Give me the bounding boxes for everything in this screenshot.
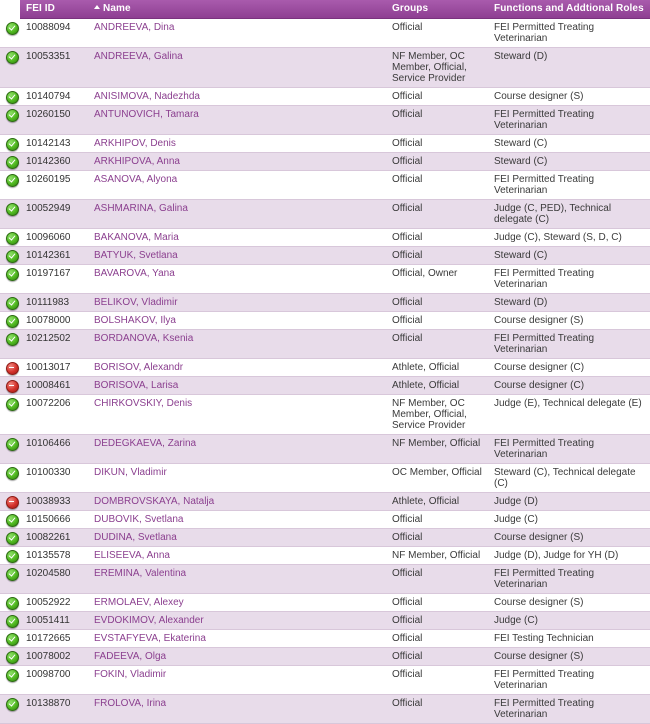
cell-groups: Official: [386, 170, 488, 199]
cell-functions: Course designer (S): [488, 311, 650, 329]
cell-groups: Official: [386, 647, 488, 665]
table-body: [0, 18, 650, 723]
cell-status: [0, 358, 20, 376]
green-check-status-icon: [6, 268, 19, 281]
person-name-link[interactable]: ASANOVA, Alyona: [94, 173, 178, 185]
column-header-functions[interactable]: [488, 0, 650, 18]
cell-status: [0, 492, 20, 510]
green-check-status-icon: [6, 22, 19, 35]
table-row[interactable]: [0, 134, 650, 152]
person-name-link[interactable]: ERMOLAEV, Alexey: [94, 596, 184, 608]
cell-status: [0, 463, 20, 492]
cell-groups: Official: [386, 246, 488, 264]
cell-name: [88, 434, 386, 463]
cell-groups: Official, Owner: [386, 264, 488, 293]
cell-fei-id: 10078000: [20, 311, 88, 329]
person-name-link[interactable]: EVDOKIMOV, Alexander: [94, 614, 204, 626]
table-row[interactable]: [0, 311, 650, 329]
column-header-fei-id[interactable]: [20, 0, 88, 18]
person-name-link[interactable]: DUDINA, Svetlana: [94, 531, 177, 543]
cell-name: [88, 593, 386, 611]
cell-status: [0, 376, 20, 394]
cell-groups: Official: [386, 152, 488, 170]
green-check-status-icon: [6, 398, 19, 411]
cell-groups: NF Member, OC Member, Official, Service Provider: [386, 47, 488, 87]
table-row[interactable]: [0, 647, 650, 665]
cell-groups: Official: [386, 329, 488, 358]
cell-groups: Official: [386, 105, 488, 134]
cell-name: [88, 394, 386, 434]
cell-functions: Steward (C): [488, 152, 650, 170]
cell-functions: Steward (C), Technical delegate (C): [488, 463, 650, 492]
cell-fei-id: 10100330: [20, 463, 88, 492]
cell-status: [0, 228, 20, 246]
table-row[interactable]: [0, 358, 650, 376]
table-header: [0, 0, 650, 18]
cell-name: [88, 246, 386, 264]
cell-fei-id: 10052949: [20, 199, 88, 228]
table-row[interactable]: [0, 593, 650, 611]
cell-fei-id: 10072206: [20, 394, 88, 434]
table-row[interactable]: [0, 463, 650, 492]
column-header-fei-id-label: FEI ID: [26, 2, 55, 14]
green-check-status-icon: [6, 315, 19, 328]
cell-status: [0, 665, 20, 694]
cell-fei-id: 10138870: [20, 694, 88, 723]
cell-fei-id: 10013017: [20, 358, 88, 376]
cell-status: [0, 152, 20, 170]
cell-name: [88, 647, 386, 665]
green-check-status-icon: [6, 550, 19, 563]
cell-status: [0, 199, 20, 228]
cell-fei-id: 10082261: [20, 528, 88, 546]
cell-status: [0, 546, 20, 564]
cell-name: [88, 293, 386, 311]
cell-functions: FEI Permitted Treating Veterinarian: [488, 18, 650, 47]
person-name-link[interactable]: DIKUN, Vladimir: [94, 466, 167, 478]
cell-groups: Official: [386, 134, 488, 152]
cell-groups: NF Member, Official: [386, 546, 488, 564]
table-row[interactable]: [0, 394, 650, 434]
table-row[interactable]: [0, 492, 650, 510]
cell-name: [88, 134, 386, 152]
cell-groups: Official: [386, 199, 488, 228]
cell-name: [88, 546, 386, 564]
cell-groups: Official: [386, 228, 488, 246]
cell-fei-id: 10053351: [20, 47, 88, 87]
cell-functions: Judge (D), Judge for YH (D): [488, 546, 650, 564]
column-header-name[interactable]: [88, 0, 386, 18]
cell-status: [0, 87, 20, 105]
cell-functions: FEI Permitted Treating Veterinarian: [488, 105, 650, 134]
cell-name: [88, 264, 386, 293]
person-name-link[interactable]: BELIKOV, Vladimir: [94, 296, 178, 308]
table-row[interactable]: [0, 246, 650, 264]
cell-fei-id: 10204580: [20, 564, 88, 593]
cell-fei-id: 10098700: [20, 665, 88, 694]
green-check-status-icon: [6, 568, 19, 581]
cell-groups: Official: [386, 311, 488, 329]
green-check-status-icon: [6, 633, 19, 646]
cell-name: [88, 564, 386, 593]
person-name-link[interactable]: ANISIMOVA, Nadezhda: [94, 90, 200, 102]
cell-name: [88, 492, 386, 510]
cell-name: [88, 105, 386, 134]
table-row[interactable]: [0, 47, 650, 87]
cell-status: [0, 593, 20, 611]
cell-fei-id: 10172665: [20, 629, 88, 647]
cell-fei-id: 10142360: [20, 152, 88, 170]
red-minus-status-icon: [6, 362, 19, 375]
table-row[interactable]: [0, 105, 650, 134]
cell-fei-id: 10096060: [20, 228, 88, 246]
person-name-link[interactable]: BORDANOVA, Ksenia: [94, 332, 194, 344]
cell-functions: Judge (E), Technical delegate (E): [488, 394, 650, 434]
person-name-link[interactable]: DOMBROVSKAYA, Natalja: [94, 495, 215, 507]
cell-fei-id: 10038933: [20, 492, 88, 510]
cell-functions: Steward (D): [488, 47, 650, 87]
green-check-status-icon: [6, 91, 19, 104]
table-row[interactable]: [0, 152, 650, 170]
green-check-status-icon: [6, 250, 19, 263]
table-row[interactable]: [0, 199, 650, 228]
green-check-status-icon: [6, 615, 19, 628]
cell-status: [0, 611, 20, 629]
cell-fei-id: 10078002: [20, 647, 88, 665]
cell-groups: Official: [386, 694, 488, 723]
green-check-status-icon: [6, 651, 19, 664]
cell-functions: Judge (C), Steward (S, D, C): [488, 228, 650, 246]
cell-fei-id: 10212502: [20, 329, 88, 358]
cell-functions: Steward (C): [488, 134, 650, 152]
cell-name: [88, 694, 386, 723]
person-name-link[interactable]: FOKIN, Vladimir: [94, 668, 167, 680]
table-row[interactable]: [0, 694, 650, 723]
cell-functions: FEI Permitted Treating Veterinarian: [488, 170, 650, 199]
person-name-link[interactable]: EREMINA, Valentina: [94, 567, 187, 579]
green-check-status-icon: [6, 297, 19, 310]
cell-status: [0, 134, 20, 152]
cell-status: [0, 105, 20, 134]
cell-fei-id: 10260195: [20, 170, 88, 199]
cell-name: [88, 152, 386, 170]
green-check-status-icon: [6, 156, 19, 169]
cell-status: [0, 528, 20, 546]
cell-groups: OC Member, Official: [386, 463, 488, 492]
person-name-link[interactable]: BAVAROVA, Yana: [94, 267, 175, 279]
person-name-link[interactable]: BAKANOVA, Maria: [94, 231, 179, 243]
cell-status: [0, 246, 20, 264]
table-row[interactable]: [0, 18, 650, 47]
green-check-status-icon: [6, 698, 19, 711]
cell-fei-id: 10260150: [20, 105, 88, 134]
cell-groups: NF Member, Official: [386, 434, 488, 463]
red-minus-status-icon: [6, 380, 19, 393]
cell-groups: Official: [386, 293, 488, 311]
cell-status: [0, 329, 20, 358]
person-name-link[interactable]: ARKHIPOV, Denis: [94, 137, 176, 149]
table-row[interactable]: [0, 329, 650, 358]
person-name-link[interactable]: DUBOVIK, Svetlana: [94, 513, 184, 525]
cell-status: [0, 647, 20, 665]
green-check-status-icon: [6, 138, 19, 151]
person-name-link[interactable]: FADEEVA, Olga: [94, 650, 167, 662]
cell-status: [0, 394, 20, 434]
cell-status: [0, 564, 20, 593]
person-name-link[interactable]: BORISOV, Alexandr: [94, 361, 184, 373]
cell-groups: Official: [386, 87, 488, 105]
person-name-link[interactable]: DEDEGKAEVA, Zarina: [94, 437, 197, 449]
cell-groups: Official: [386, 564, 488, 593]
cell-groups: Official: [386, 18, 488, 47]
cell-name: [88, 199, 386, 228]
green-check-status-icon: [6, 532, 19, 545]
cell-functions: Course designer (S): [488, 528, 650, 546]
table-row[interactable]: [0, 376, 650, 394]
cell-fei-id: 10051411: [20, 611, 88, 629]
cell-functions: Course designer (S): [488, 647, 650, 665]
cell-status: [0, 510, 20, 528]
person-name-link[interactable]: BATYUK, Svetlana: [94, 249, 178, 261]
cell-name: [88, 329, 386, 358]
cell-groups: Official: [386, 528, 488, 546]
cell-name: [88, 47, 386, 87]
table-row[interactable]: [0, 510, 650, 528]
table-header-row: [0, 0, 650, 18]
cell-fei-id: 10140794: [20, 87, 88, 105]
cell-status: [0, 264, 20, 293]
green-check-status-icon: [6, 109, 19, 122]
cell-functions: FEI Permitted Treating Veterinarian: [488, 329, 650, 358]
cell-fei-id: 10150666: [20, 510, 88, 528]
cell-functions: Course designer (S): [488, 87, 650, 105]
table-row[interactable]: [0, 293, 650, 311]
cell-groups: Official: [386, 665, 488, 694]
cell-functions: Judge (D): [488, 492, 650, 510]
cell-name: [88, 87, 386, 105]
cell-groups: Official: [386, 611, 488, 629]
column-header-groups[interactable]: [386, 0, 488, 18]
cell-fei-id: 10142143: [20, 134, 88, 152]
green-check-status-icon: [6, 174, 19, 187]
green-check-status-icon: [6, 669, 19, 682]
table-row[interactable]: [0, 665, 650, 694]
cell-functions: FEI Testing Technician: [488, 629, 650, 647]
cell-functions: FEI Permitted Treating Veterinarian: [488, 694, 650, 723]
green-check-status-icon: [6, 597, 19, 610]
cell-functions: Judge (C): [488, 611, 650, 629]
table-row[interactable]: [0, 264, 650, 293]
green-check-status-icon: [6, 232, 19, 245]
table-row[interactable]: [0, 629, 650, 647]
cell-name: [88, 376, 386, 394]
cell-name: [88, 463, 386, 492]
column-header-groups-label: Groups: [392, 2, 429, 14]
cell-functions: FEI Permitted Treating Veterinarian: [488, 564, 650, 593]
green-check-status-icon: [6, 203, 19, 216]
person-name-link[interactable]: BORISOVA, Larisa: [94, 379, 179, 391]
cell-fei-id: 10111983: [20, 293, 88, 311]
cell-groups: Official: [386, 510, 488, 528]
person-name-link[interactable]: ANTUNOVICH, Tamara: [94, 108, 199, 120]
person-name-link[interactable]: ARKHIPOVA, Anna: [94, 155, 180, 167]
cell-status: [0, 629, 20, 647]
person-name-link[interactable]: FROLOVA, Irina: [94, 697, 167, 709]
cell-name: [88, 18, 386, 47]
cell-functions: Course designer (C): [488, 358, 650, 376]
cell-groups: Official: [386, 629, 488, 647]
cell-status: [0, 694, 20, 723]
cell-groups: Official: [386, 593, 488, 611]
cell-status: [0, 18, 20, 47]
table-row[interactable]: [0, 528, 650, 546]
cell-groups: NF Member, OC Member, Official, Service Provider: [386, 394, 488, 434]
cell-name: [88, 228, 386, 246]
cell-functions: Steward (C): [488, 246, 650, 264]
cell-functions: Course designer (S): [488, 593, 650, 611]
cell-name: [88, 311, 386, 329]
cell-name: [88, 510, 386, 528]
person-name-link[interactable]: ANDREEVA, Galina: [94, 50, 183, 62]
person-name-link[interactable]: ANDREEVA, Dina: [94, 21, 175, 33]
cell-fei-id: 10142361: [20, 246, 88, 264]
green-check-status-icon: [6, 438, 19, 451]
cell-fei-id: 10088094: [20, 18, 88, 47]
person-name-link[interactable]: EVSTAFYEVA, Ekaterina: [94, 632, 206, 644]
cell-functions: FEI Permitted Treating Veterinarian: [488, 434, 650, 463]
person-name-link[interactable]: ASHMARINA, Galina: [94, 202, 188, 214]
green-check-status-icon: [6, 467, 19, 480]
table-row[interactable]: [0, 170, 650, 199]
cell-functions: Course designer (C): [488, 376, 650, 394]
table-row[interactable]: [0, 434, 650, 463]
red-minus-status-icon: [6, 496, 19, 509]
cell-fei-id: 10052922: [20, 593, 88, 611]
cell-name: [88, 665, 386, 694]
cell-fei-id: 10008461: [20, 376, 88, 394]
cell-groups: Athlete, Official: [386, 376, 488, 394]
cell-functions: Judge (C, PED), Technical delegate (C): [488, 199, 650, 228]
table-row[interactable]: [0, 228, 650, 246]
cell-name: [88, 358, 386, 376]
cell-status: [0, 293, 20, 311]
cell-fei-id: 10197167: [20, 264, 88, 293]
column-header-status: [0, 0, 20, 18]
cell-name: [88, 611, 386, 629]
column-header-functions-label: Functions and Addtional Roles: [494, 2, 644, 14]
cell-status: [0, 434, 20, 463]
table-row[interactable]: [0, 546, 650, 564]
cell-functions: Steward (D): [488, 293, 650, 311]
green-check-status-icon: [6, 51, 19, 64]
table-row[interactable]: [0, 564, 650, 593]
cell-fei-id: 10135578: [20, 546, 88, 564]
person-name-link[interactable]: BOLSHAKOV, Ilya: [94, 314, 176, 326]
table-row[interactable]: [0, 611, 650, 629]
table-row[interactable]: [0, 87, 650, 105]
cell-status: [0, 311, 20, 329]
person-name-link[interactable]: ELISEEVA, Anna: [94, 549, 170, 561]
cell-name: [88, 528, 386, 546]
green-check-status-icon: [6, 514, 19, 527]
cell-name: [88, 170, 386, 199]
sort-ascending-arrow-icon: [94, 5, 100, 9]
cell-functions: FEI Permitted Treating Veterinarian: [488, 264, 650, 293]
cell-functions: FEI Permitted Treating Veterinarian: [488, 665, 650, 694]
cell-groups: Athlete, Official: [386, 358, 488, 376]
green-check-status-icon: [6, 333, 19, 346]
person-name-link[interactable]: CHIRKOVSKIY, Denis: [94, 397, 193, 409]
cell-status: [0, 47, 20, 87]
cell-functions: Judge (C): [488, 510, 650, 528]
cell-name: [88, 629, 386, 647]
cell-fei-id: 10106466: [20, 434, 88, 463]
column-header-name-label: Name: [103, 2, 131, 14]
cell-status: [0, 170, 20, 199]
cell-groups: Athlete, Official: [386, 492, 488, 510]
